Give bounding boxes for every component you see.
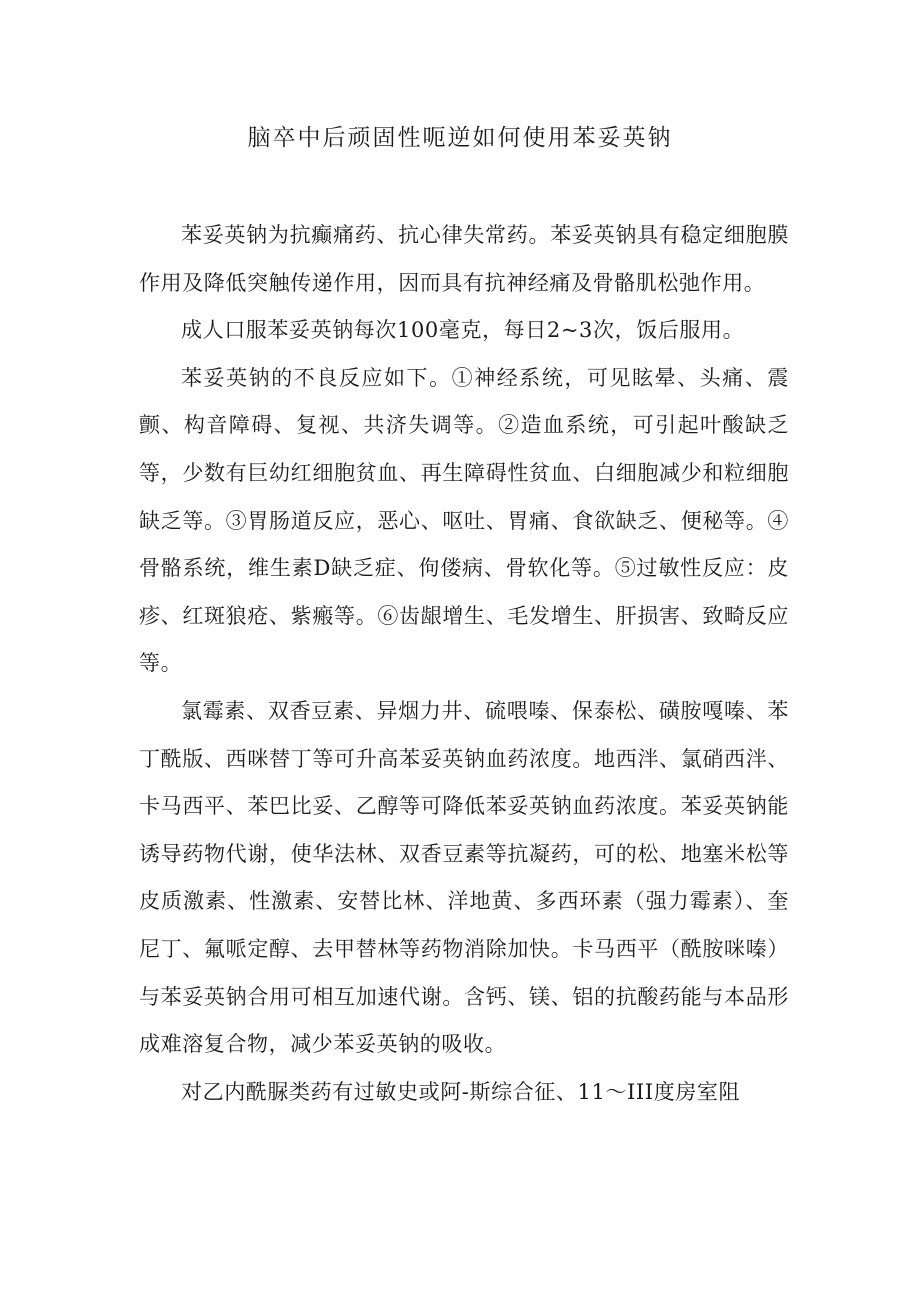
document-body bbox=[139, 212, 789, 1116]
paragraph: 苯妥英钠为抗癫痛药、抗心律失常药。苯妥英钠具有稳定细胞膜作用及降低突触传递作用，因而具有抗神经痛及骨骼肌松弛作用。 bbox=[139, 223, 789, 295]
document-title: 脑卒中后顽固性呃逆如何使用苯妥英钠 bbox=[247, 125, 673, 151]
paragraph: 氯霉素、双香豆素、异烟力井、硫喂嗪、保泰松、磺胺嘎嗪、苯丁酰版、西咪替丁等可升高苯妥英钠血药浓度。地西泮、氯硝西泮、卡马西平、苯巴比妥、乙醇等可降低苯妥英钠血药浓度。苯妥英钠能诱导药物代谢，使华法林、双香豆素等抗凝药，可的松、地塞米松等皮质激素、性激素、安替比林、洋地黄、多西环素（强力霉素）、奎尼丁、氟哌定醇、去甲替林等药物消除加快。卡马西平（酰胺咪嗪）与苯妥英钠合用可相互加速代谢。含钙、镁、铝的抗酸药能与本品形成难溶复合物，减少苯妥英钠的吸收。 bbox=[139, 698, 789, 1057]
paragraph: 对乙内酰脲类药有过敏史或阿-斯综合征、11～III度房室阻 bbox=[181, 1079, 741, 1104]
paragraph: 苯妥英钠的不良反应如下。①神经系统，可见眩晕、头痛、震颤、构音障碍、复视、共济失调等。②造血系统，可引起叶酸缺乏等，少数有巨幼红细胞贫血、再生障碍性贫血、白细胞减少和粒细胞缺乏等。③胃肠道反应，恶心、呕吐、胃痛、食欲缺乏、便秘等。④骨骼系统，维生素D缺乏症、佝偻病、骨软化等。⑤过敏性反应：皮疹、红斑狼疮、紫瘢等。⑥齿龈增生、毛发增生、肝损害、致畸反应等。 bbox=[139, 365, 789, 676]
paragraph: 成人口服苯妥英钠每次100毫克，每日2~3次，饭后服用。 bbox=[181, 318, 745, 343]
